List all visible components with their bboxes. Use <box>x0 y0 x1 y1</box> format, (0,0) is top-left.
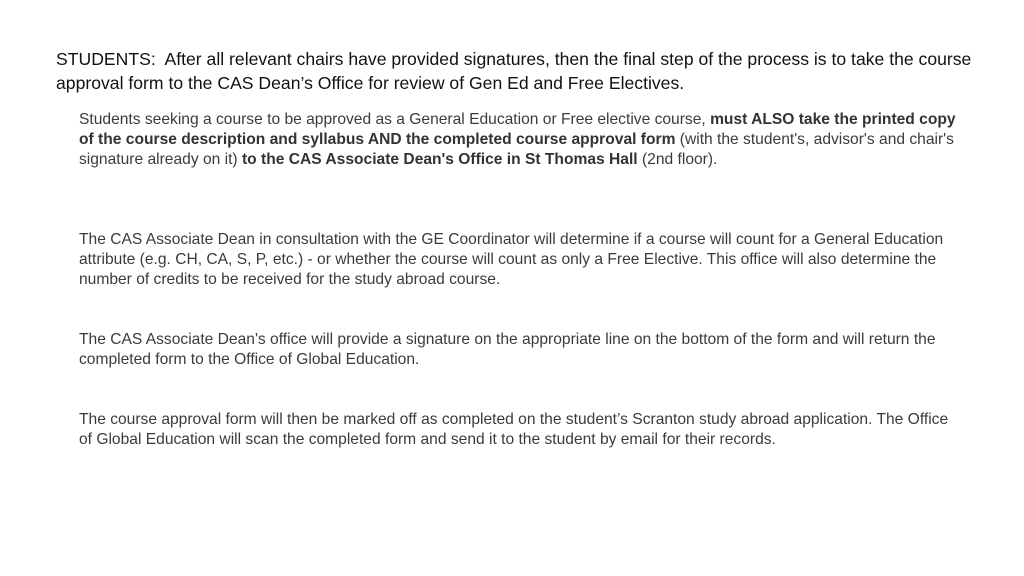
paragraph-form-completion <box>79 410 959 450</box>
p2-text: The CAS Associate Dean in consultation with the GE Coordinator will determine if a course will count for a General Education attribute (e.g. CH, CA, S, P, etc.) - or whether the course will count as only a Free Elective. This office will also determine the number of credits to be received for the study abroad course. <box>79 231 944 288</box>
paragraph-dean-determination <box>79 230 959 290</box>
slide-heading <box>56 47 976 95</box>
p1-text-2: (with the student's, advisor's and chair's signature already on it) <box>79 131 954 168</box>
p1-bold-2: to the CAS Associate Dean's Office in St Thomas Hall <box>241 151 638 168</box>
heading-text: After all relevant chairs have provided signatures, then the final step of the process is to take the course approval form to the CAS Dean’s Office for review of Gen Ed and Free Electives. <box>56 49 972 93</box>
paragraph-dean-signature <box>79 330 959 370</box>
p1-text-3: (2nd floor). <box>637 151 718 168</box>
p1-bold-1: must ALSO take the printed copy of the course description and syllabus AND the completed course approval form <box>79 111 956 148</box>
p3-text: The CAS Associate Dean's office will provide a signature on the appropriate line on the bottom of the form and will return the completed form to the Office of Global Education. <box>79 331 936 368</box>
p1-text-1: Students seeking a course to be approved as a General Education or Free elective course, <box>79 111 711 128</box>
p4-text: The course approval form will then be marked off as completed on the student’s Scranton study abroad application. The Office of Global Education will scan the completed form and send it to the student by email for their records. <box>79 411 949 448</box>
paragraph-approval-requirements <box>79 110 959 170</box>
heading-lead: STUDENTS: <box>56 49 165 69</box>
